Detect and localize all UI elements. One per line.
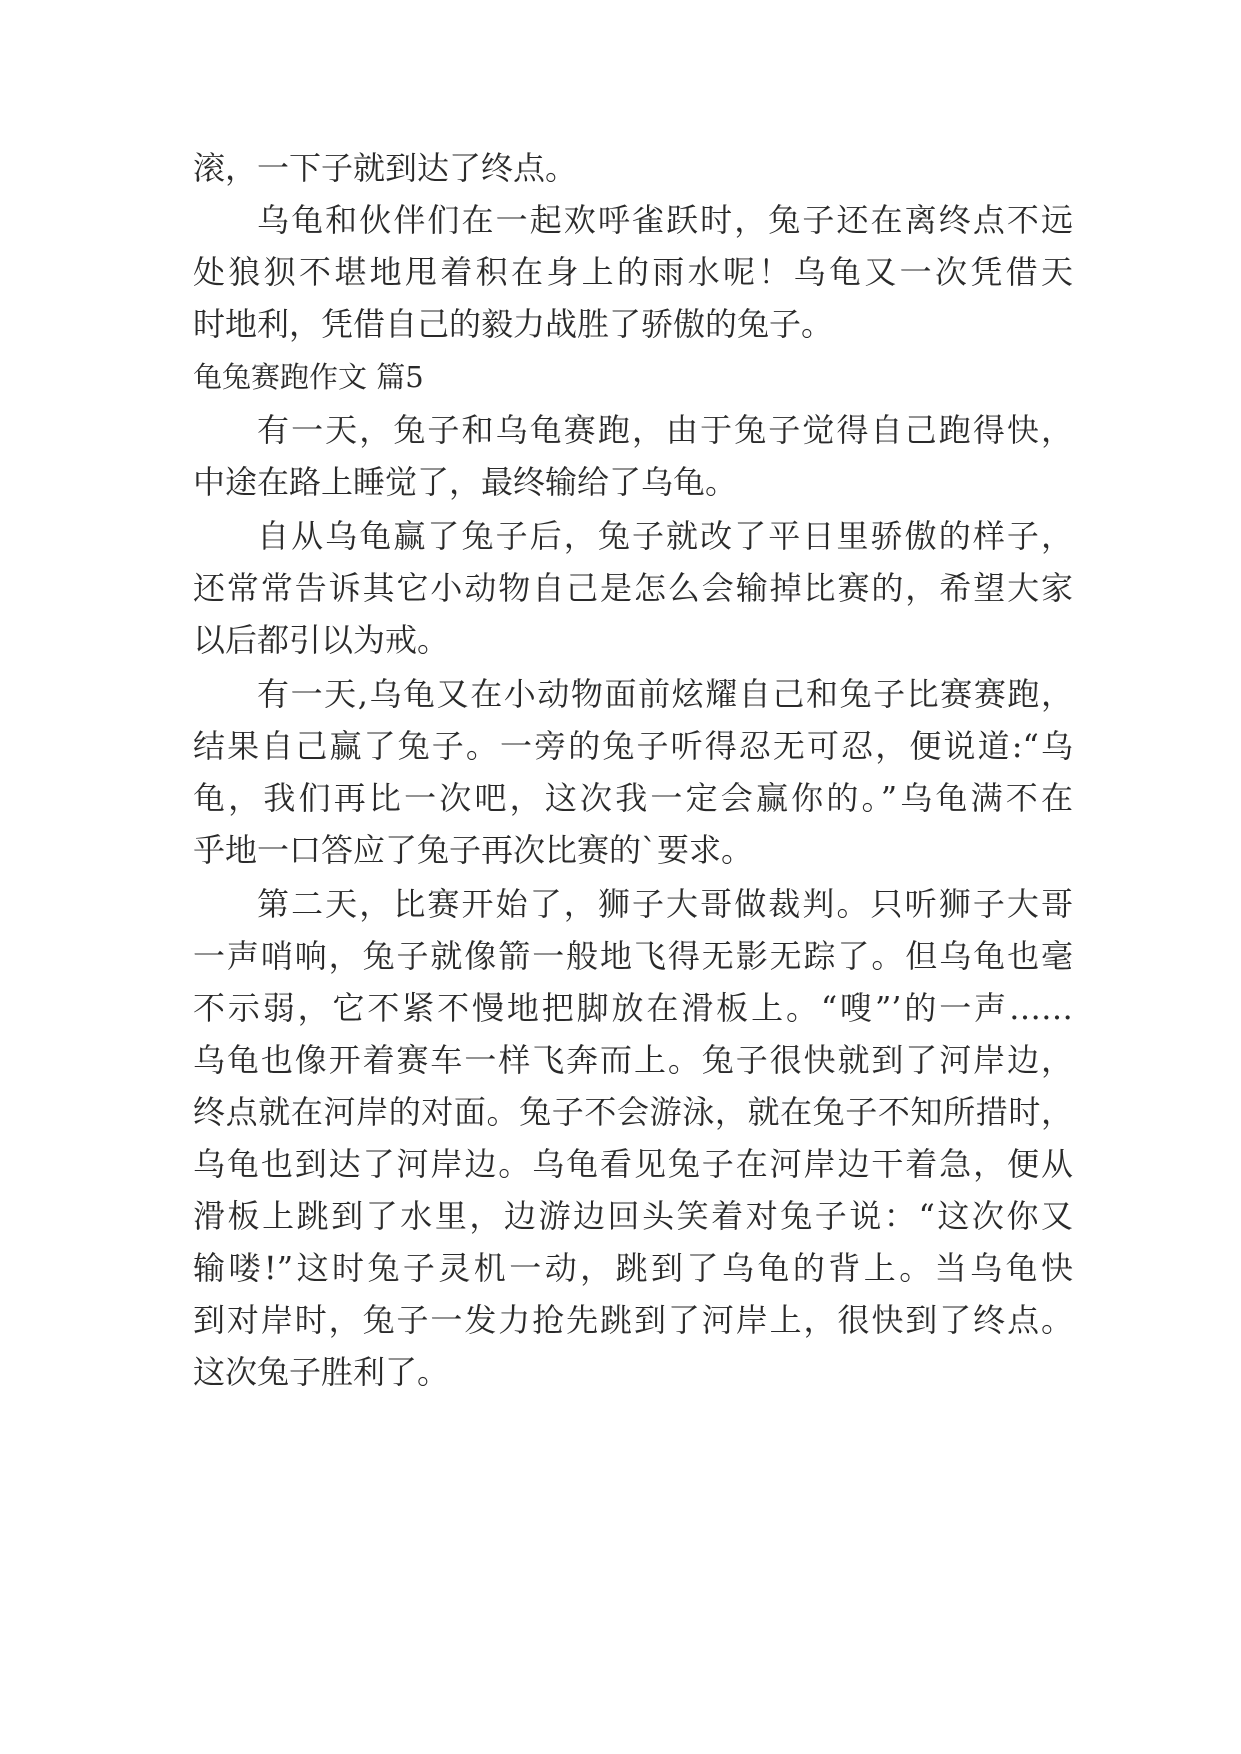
- text-line: 输喽!”这时兔子灵机一动，跳到了乌龟的背上。当乌龟快: [193, 1249, 1073, 1287]
- text-line: 乎地一口答应了兔子再次比赛的`要求。: [193, 831, 754, 869]
- text-line: 有一天，兔子和乌龟赛跑，由于兔子觉得自己跑得快，: [257, 411, 1073, 449]
- text-line: 结果自己赢了兔子。一旁的兔子听得忍无可忍，便说道:“乌: [193, 727, 1073, 765]
- text-line: 这次兔子胜利了。: [193, 1353, 450, 1391]
- text-line: 滚，一下子就到达了终点。: [193, 149, 578, 187]
- text-line: 时地利，凭借自己的毅力战胜了骄傲的兔子。: [193, 305, 834, 343]
- text-line: 自从乌龟赢了兔子后，兔子就改了平日里骄傲的样子，: [257, 517, 1073, 555]
- text-line: 龟，我们再比一次吧，这次我一定会赢你的。”乌龟满不在: [193, 779, 1073, 817]
- text-line: 有一天,乌龟又在小动物面前炫耀自己和兔子比赛赛跑，: [257, 675, 1073, 713]
- text-line: 乌龟也像开着赛车一样飞奔而上。兔子很快就到了河岸边，: [193, 1041, 1073, 1079]
- text-line: 还常常告诉其它小动物自己是怎么会输掉比赛的，希望大家: [193, 569, 1073, 607]
- text-line: 乌龟和伙伴们在一起欢呼雀跃时，兔子还在离终点不远: [257, 201, 1073, 239]
- text-line: 第二天，比赛开始了，狮子大哥做裁判。只听狮子大哥: [257, 885, 1073, 923]
- text-line: 处狼狈不堪地甩着积在身上的雨水呢！乌龟又一次凭借天: [193, 253, 1073, 291]
- text-line: 不示弱，它不紧不慢地把脚放在滑板上。“嗖”’的一声……: [193, 989, 1073, 1027]
- section-heading: 龟兔赛跑作文 篇5: [193, 360, 424, 394]
- text-line: 乌龟也到达了河岸边。乌龟看见兔子在河岸边干着急，便从: [193, 1145, 1073, 1183]
- text-line: 中途在路上睡觉了，最终输给了乌龟。: [193, 463, 738, 501]
- text-line: 一声哨响，兔子就像箭一般地飞得无影无踪了。但乌龟也毫: [193, 937, 1073, 975]
- text-line: 滑板上跳到了水里，边游边回头笑着对兔子说：“这次你又: [193, 1197, 1073, 1235]
- text-line: 终点就在河岸的对面。兔子不会游泳，就在兔子不知所措时，: [193, 1093, 1073, 1131]
- text-line: 以后都引以为戒。: [193, 621, 450, 659]
- text-line: 到对岸时，兔子一发力抢先跳到了河岸上，很快到了终点。: [193, 1301, 1073, 1339]
